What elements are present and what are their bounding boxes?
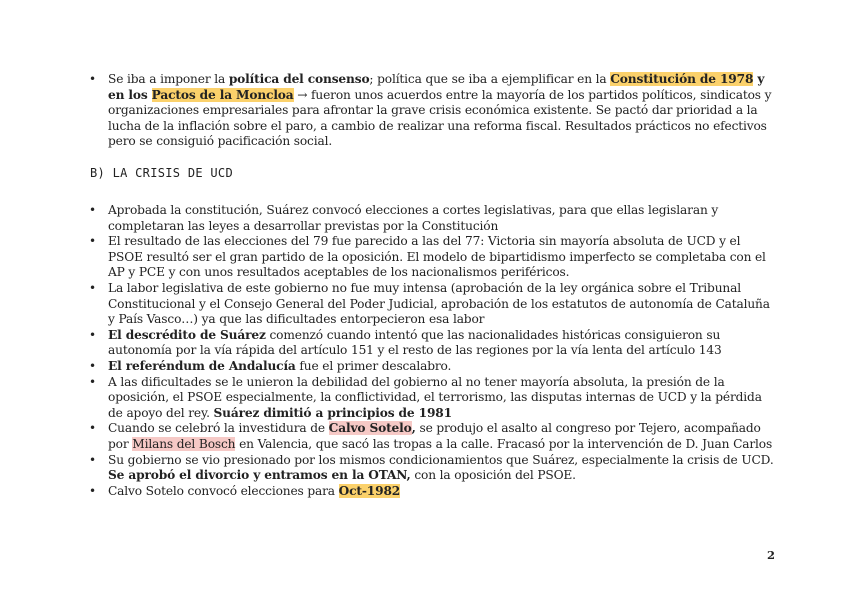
list-item	[88, 375, 778, 422]
highlighted-text: Milans del Bosch	[132, 436, 236, 451]
bold-text: Se aprobó el divorcio y entramos en la OTAN,	[108, 468, 411, 483]
text-run: La labor legislativa de este gobierno no fue muy intensa (aprobación de la ley orgánica sobre el Tribunal Constitucional y el Consejo General del Poder Judicial, aprobación de los estatutos de autonomía de Cataluña y País Vasco…) ya que las dificultades entorpecieron esa labor	[108, 280, 770, 327]
text-run: fue el primer descalabro.	[295, 358, 452, 373]
text-run: comenzó cuando intentó que las nacionalidades históricas consiguieron su autonomía por la vía rápida del artículo 151 y el resto de las regiones por la vía lenta del artículo 143	[108, 327, 722, 358]
section-heading: B) LA CRISIS DE UCD	[90, 166, 233, 180]
bold-text: Suárez dimitió a principios de 1981	[213, 405, 452, 420]
bold-text: El referéndum de Andalucía	[108, 358, 296, 373]
bullet-list-crisis-ucd	[88, 203, 778, 499]
list-item	[88, 234, 778, 281]
text-run: Calvo Sotelo convocó elecciones para	[108, 483, 339, 498]
text-run: en Valencia, que sacó las tropas a la calle. Fracasó por la intervención de D. Juan Carlos	[235, 436, 773, 451]
bold-text: política del consenso	[228, 72, 370, 86]
highlighted-text: Calvo Sotelo	[328, 421, 412, 436]
bold-text: y en los	[108, 72, 765, 102]
highlighted-text: Constitución de 1978	[610, 72, 754, 86]
text-run: → fueron unos acuerdos entre la mayoría de los partidos políticos, sindicatos y organizaciones empresariales para afrontar la grave crisis económica existente. Se pactó dar prioridad a la lucha de la inflación sobre el paro, a cambio de realizar una reforma fiscal. Resultados prácticos no efectivos pero se consiguió pacificación social.	[108, 87, 772, 149]
list-item	[88, 453, 778, 484]
bold-text: El descrédito de Suárez	[108, 327, 266, 342]
text-run: Se iba a imponer la	[108, 72, 229, 86]
list-item	[88, 421, 778, 452]
text-run: ; política que se iba a ejemplificar en la	[369, 72, 611, 86]
text-run: con la oposición del PSOE.	[410, 468, 576, 483]
text-run: se produjo el asalto al congreso por Tejero, acompañado por	[108, 421, 761, 451]
list-item	[88, 72, 778, 150]
list-item	[88, 328, 778, 359]
list-item	[88, 203, 778, 234]
text-run: Su gobierno se vio presionado por los mismos condicionamientos que Suárez, especialmente la crisis de UCD.	[108, 452, 774, 467]
list-item	[88, 359, 778, 375]
list-item	[88, 484, 778, 500]
page-number: 2	[766, 548, 775, 562]
highlighted-text: Oct-1982	[338, 483, 401, 498]
text-run: Aprobada la constitución, Suárez convocó elecciones a cortes legislativas, para que ellas legislaran y completaran las leyes a desarrollar previstas por la Constitución	[108, 203, 719, 233]
text-run: Cuando se celebró la investidura de	[108, 421, 329, 436]
bold-text: ,	[411, 421, 416, 436]
list-item	[88, 281, 778, 328]
text-run: A las dificultades se le unieron la debilidad del gobierno al no tener mayoría absoluta, la presión de la oposición, el PSOE especialmente, la conflictividad, el terrorismo, las disputas internas de UCD y la pérdida de apoyo del rey.	[108, 374, 762, 420]
text-run: El resultado de las elecciones del 79 fue parecido a las del 77: Victoria sin mayoría absoluta de UCD y el PSOE resultó ser el gran partido de la oposición. El modelo de bipartidismo imperfecto se completaba con el AP y PCE y con unos resultados aceptables de los nacionalismos periféricos.	[108, 234, 766, 280]
highlighted-text: Pactos de la Moncloa	[151, 87, 294, 102]
bullet-list-consenso	[88, 72, 778, 150]
